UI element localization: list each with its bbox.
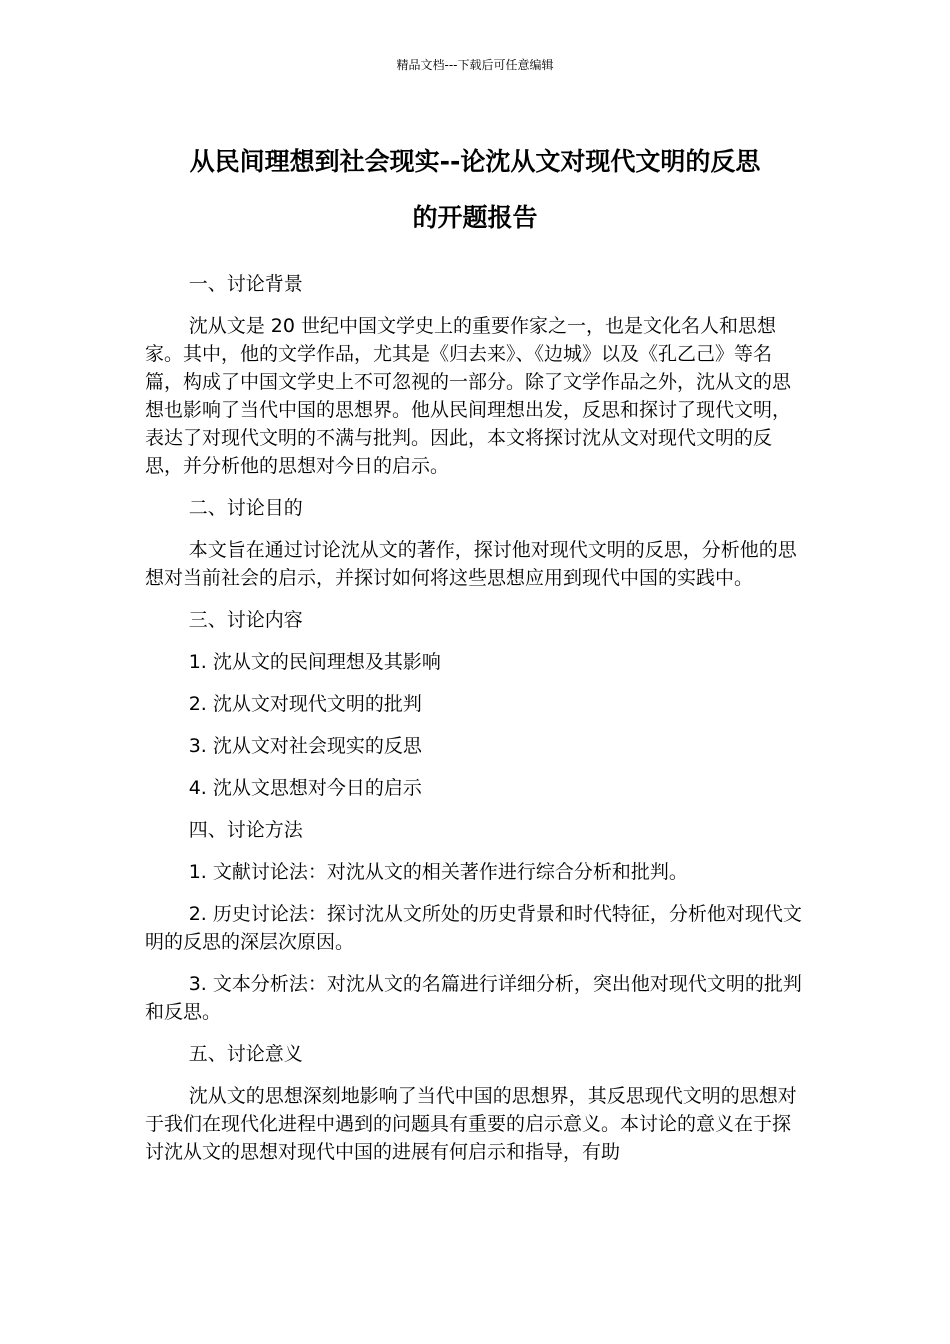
- background-paragraph: 沈从文是 20 世纪中国文学史上的重要作家之一，也是文化名人和思想家。其中，他的文学作品，尤其是《归去来》、《边城》以及《孔乙己》等名篇，构成了中国文学史上不可忽视的一部分。除了文学作品之外，沈从文的思想也影响了当代中国的思想界。他从民间理想出发，反思和探讨了现代文明，表达了对现代文明的不满与批判。因此，本文将探讨沈从文对现代文明的反思，并分析他的思想对今日的启示。: [145, 315, 792, 477]
- method-item: 2. 历史讨论法：探讨沈从文所处的历史背景和时代特征，分析他对现代文明的反思的深层次原因。: [145, 903, 802, 953]
- section-heading-content: 三、讨论内容: [188, 609, 303, 631]
- section-heading-method: 四、讨论方法: [188, 819, 303, 841]
- purpose-paragraph: 本文旨在通过讨论沈从文的著作，探讨他对现代文明的反思，分析他的思想对当前社会的启示，并探讨如何将这些思想应用到现代中国的实践中。: [145, 539, 797, 589]
- method-item: 1. 文献讨论法：对沈从文的相关著作进行综合分析和批判。: [188, 861, 688, 883]
- section-heading-purpose: 二、讨论目的: [188, 497, 303, 519]
- document-title: [125, 134, 825, 246]
- section-heading-significance: 五、讨论意义: [188, 1043, 303, 1065]
- method-item: 3. 文本分析法：对沈从文的名篇进行详细分析，突出他对现代文明的批判和反思。: [145, 973, 802, 1023]
- section-heading-background: 一、讨论背景: [188, 273, 303, 295]
- content-item: 3. 沈从文对社会现实的反思: [188, 735, 422, 757]
- document-body: [145, 270, 805, 1180]
- content-item: 2. 沈从文对现代文明的批判: [188, 693, 422, 715]
- significance-paragraph: 沈从文的思想深刻地影响了当代中国的思想界，其反思现代文明的思想对于我们在现代化进程中遇到的问题具有重要的启示意义。本讨论的意义在于探讨沈从文的思想对现代中国的进展有何启示和指导，有助: [145, 1085, 797, 1163]
- content-item: 1. 沈从文的民间理想及其影响: [188, 651, 441, 673]
- title-line-2: 的开题报告: [412, 203, 538, 232]
- page-header-watermark: 精品文档---下载后可任意编辑: [396, 58, 554, 72]
- title-line-1: 从民间理想到社会现实--论沈从文对现代文明的反思: [189, 147, 761, 176]
- content-item: 4. 沈从文思想对今日的启示: [188, 777, 422, 799]
